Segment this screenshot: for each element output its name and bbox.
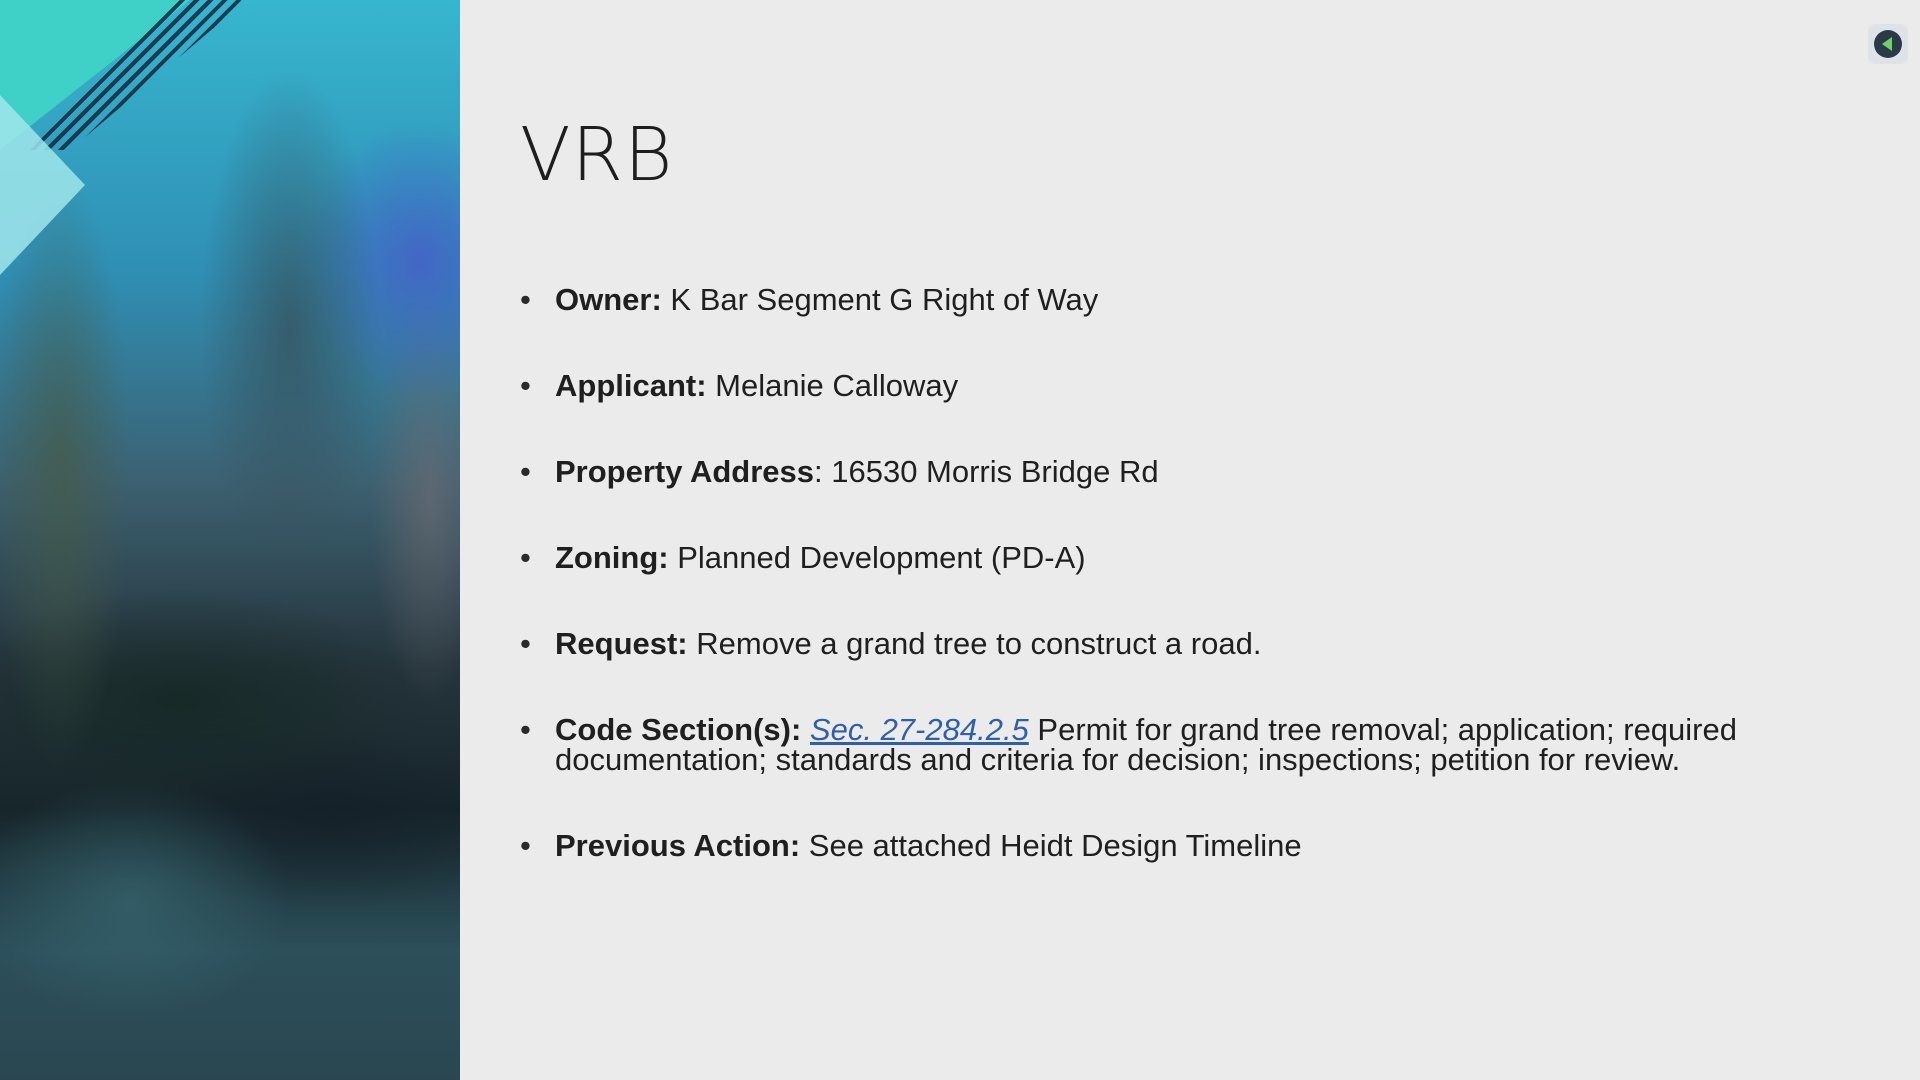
bullet-text: Planned Development (PD-A) — [668, 540, 1086, 575]
bullet-label: Request: — [555, 626, 688, 661]
bullet-previous-action — [520, 828, 1760, 863]
bullet-owner — [520, 282, 1760, 317]
bullet-label: Previous Action: — [555, 828, 801, 863]
slide-title: VRB — [520, 112, 674, 198]
bullet-list — [520, 282, 1760, 917]
bullet-applicant — [520, 368, 1760, 403]
bullet-text: K Bar Segment G Right of Way — [661, 282, 1099, 317]
bullet-request — [520, 626, 1760, 661]
bullet-text: : 16530 Morris Bridge Rd — [814, 454, 1159, 489]
bullet-zoning — [520, 540, 1760, 575]
bullet-text: Melanie Calloway — [706, 368, 959, 403]
slide-content — [520, 0, 1760, 1080]
bullet-label: Owner: — [555, 282, 662, 317]
code-section-link[interactable]: Sec. 27-284.2.5 — [809, 712, 1029, 747]
back-button[interactable] — [1868, 24, 1908, 64]
bullet-code-sections — [520, 712, 1760, 777]
bullet-property-address — [520, 454, 1760, 489]
bullet-label: Property Address — [555, 454, 814, 489]
arrow-shape — [1882, 37, 1892, 51]
back-arrow-icon — [1874, 30, 1902, 58]
bullet-label: Zoning: — [555, 540, 669, 575]
bullet-label: Code Section(s): — [555, 712, 802, 747]
bullet-text: Remove a grand tree to construct a road. — [687, 626, 1262, 661]
bullet-text: See attached Heidt Design Timeline — [800, 828, 1302, 863]
decorative-image-panel — [0, 0, 460, 1080]
bullet-label: Applicant: — [555, 368, 707, 403]
light-triangle-shape — [0, 95, 85, 275]
bullet-text: Permit for grand tree removal; application; required documentation; standards and criteria for decision; inspections; petition for review. — [555, 712, 1737, 777]
